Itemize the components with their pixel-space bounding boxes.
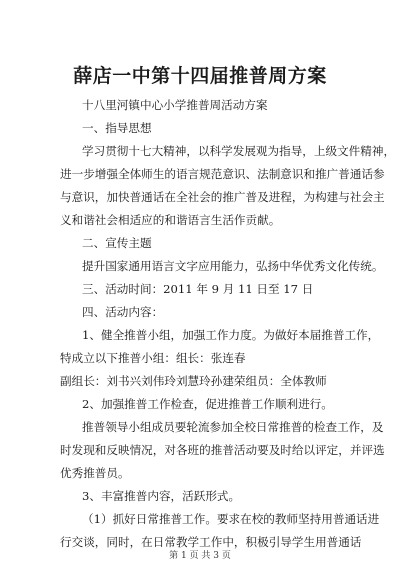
paragraph-line: （1）抓好日常推普工作。要求在校的教师坚持用普通话进: [82, 512, 380, 526]
section-heading-4: 四、活动内容：: [82, 305, 164, 319]
paragraph-line: 行交谈，同时，在日常教学工作中，积极引导学生用普通话: [60, 535, 362, 549]
section-heading-2: 二、宣传主题: [82, 236, 152, 250]
paragraph-line: 时发现和反映情况，对各班的推普活动要及时给以评定，并评选: [60, 443, 385, 457]
page-number-footer: 第 1 页 共 3 页: [169, 551, 231, 561]
paragraph-line: 学习贯彻十七大精神，以科学发展观为指导，上级文件精神，: [82, 144, 396, 158]
paragraph-line: 3、丰富推普内容，活跃形式。: [82, 489, 241, 503]
document-title: 薛店一中第十四届推普周方案: [73, 65, 327, 87]
paragraph-line: 2、加强推普工作检查，促进推普工作顺利进行。: [82, 397, 333, 411]
section-heading-3: 三、活动时间：2011 年 9 月 11 日至 17 日: [82, 282, 314, 296]
document-subtitle: 十八里河镇中心小学推普周活动方案: [82, 98, 268, 112]
paragraph-line: 义和谐社会相适应的和谐语言生活作贡献。: [60, 213, 281, 227]
section-heading-1: 一、指导思想: [82, 121, 152, 135]
paragraph-line: 进一步增强全体师生的语言规范意识、法制意识和推广普通话参: [60, 167, 385, 181]
paragraph-line: 与意识，加快普通话在全社会的推广普及进程，为构建与社会主: [60, 190, 385, 204]
paragraph-line: 优秀推普员。: [60, 466, 130, 480]
paragraph-line: 推普领导小组成员要轮流参加全校日常推普的检查工作，及: [82, 420, 384, 434]
paragraph-line: 副组长：刘书兴刘伟玲刘慧玲孙建荣组员：全体教师: [60, 374, 327, 388]
paragraph-line: 提升国家通用语言文字应用能力，弘扬中华优秀文化传统。: [82, 259, 384, 273]
paragraph-line: 特成立以下推普小组：组长：张连春: [60, 351, 246, 365]
paragraph-line: 1、健全推普小组，加强工作力度。为做好本届推普工作，: [82, 328, 380, 342]
